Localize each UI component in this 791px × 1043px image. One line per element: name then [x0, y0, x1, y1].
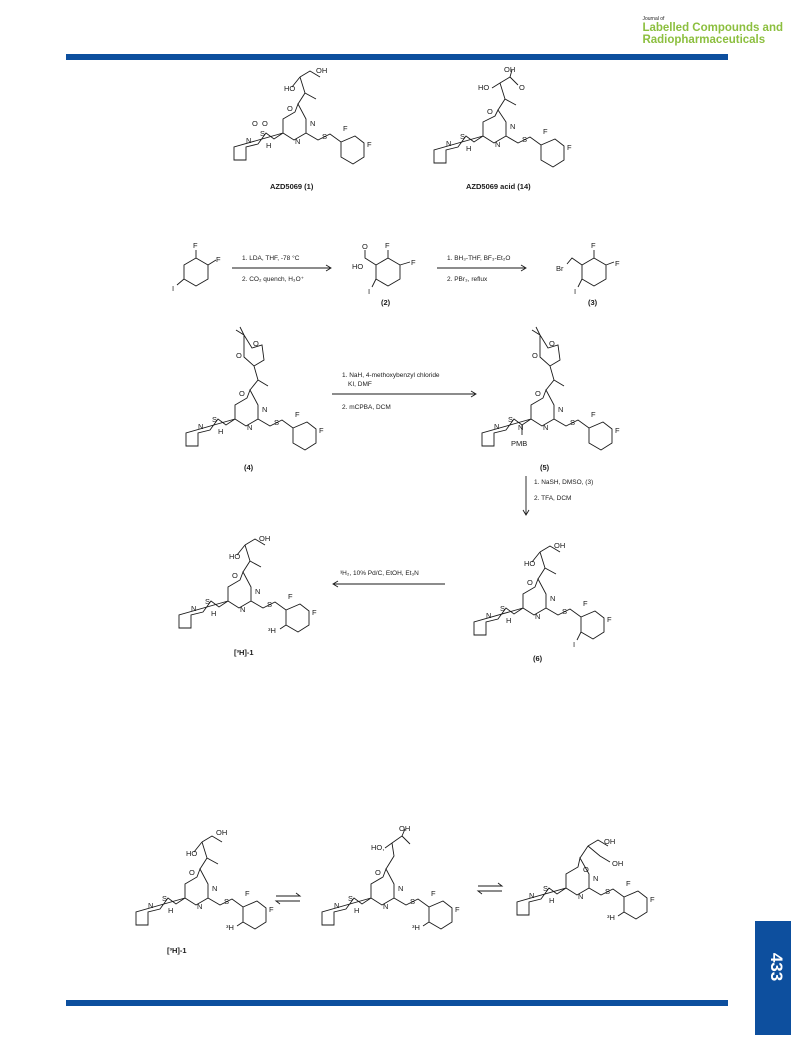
atom-label: N — [310, 119, 316, 128]
compound-label: (4) — [244, 463, 254, 472]
atom-label: N — [543, 423, 549, 432]
atom-label: N — [262, 405, 268, 414]
structure-compound-3 — [556, 241, 620, 296]
atom-label: N — [240, 605, 246, 614]
atom-label: F — [385, 241, 390, 250]
atom-label: O — [252, 119, 258, 128]
atom-label: F — [295, 410, 300, 419]
atom-label: N — [535, 612, 541, 621]
condition-text: ³H₂, 10% Pd/C, EtOH, Et₃N — [340, 570, 419, 577]
structure-azd5069-acid — [434, 65, 572, 167]
equilibrium-arrow — [276, 893, 300, 904]
atom-label: Br — [556, 264, 564, 273]
atom-label: F — [193, 241, 198, 250]
page-number: 433 — [767, 952, 786, 982]
atom-label: F — [269, 905, 274, 914]
atom-label: S — [260, 129, 266, 138]
atom-label: N — [529, 891, 535, 900]
atom-label: N — [246, 136, 252, 145]
atom-label: N — [578, 892, 584, 901]
atom-label: F — [567, 143, 572, 152]
atom-label: F — [615, 259, 620, 268]
atom-label: HO — [352, 262, 364, 271]
atom-label: O — [535, 389, 541, 398]
atom-label: S — [460, 132, 466, 141]
atom-label: N — [197, 902, 203, 911]
atom-label: I — [573, 640, 576, 649]
compound-label: (5) — [540, 463, 550, 472]
atom-label: H — [354, 906, 360, 915]
atom-label: N — [148, 901, 154, 910]
atom-label: S — [522, 135, 528, 144]
compound-label: [³H]-1 — [167, 946, 187, 955]
atom-label: F — [431, 889, 436, 898]
atom-label: O — [287, 104, 293, 113]
condition-text: 1. BH₃-THF, BF₃-Et₂O — [447, 255, 511, 262]
atom-label: HO — [186, 849, 198, 858]
structure-compound-5 — [482, 327, 620, 450]
atom-label: HO — [478, 83, 490, 92]
atom-label: O — [532, 351, 538, 360]
atom-label: S — [508, 415, 514, 424]
atom-label: ³H — [226, 923, 234, 932]
atom-label: H — [506, 616, 512, 625]
atom-label: N — [198, 422, 204, 431]
atom-label: N — [558, 405, 564, 414]
atom-label: F — [343, 124, 348, 133]
atom-label: OH — [612, 859, 624, 868]
compound-label: AZD5069 acid (14) — [466, 182, 531, 191]
atom-label: OH — [259, 534, 271, 543]
atom-label: F — [245, 889, 250, 898]
atom-label: I — [172, 284, 175, 293]
atom-label: HO — [524, 559, 536, 568]
atom-label: F — [216, 255, 221, 264]
atom-label: S — [562, 607, 568, 616]
atom-label: O — [236, 351, 242, 360]
atom-label: S — [205, 597, 211, 606]
atom-label: O — [549, 339, 555, 348]
atom-label: N — [191, 604, 197, 613]
condition-text: 2. CO₂ quench, H₃O⁺ — [242, 276, 305, 283]
atom-label: N — [494, 422, 500, 431]
atom-label: F — [543, 127, 548, 136]
structure-equilibrium-right — [517, 837, 655, 922]
atom-label: O — [527, 578, 533, 587]
atom-label: S — [605, 887, 611, 896]
atom-label: N — [486, 611, 492, 620]
atom-label: N — [212, 884, 218, 893]
atom-label: PMB — [511, 439, 528, 448]
atom-label: F — [288, 592, 293, 601]
compound-label: (3) — [588, 298, 598, 307]
atom-label: S — [267, 600, 273, 609]
atom-label: F — [367, 140, 372, 149]
atom-label: F — [591, 241, 596, 250]
atom-label: S — [543, 884, 549, 893]
atom-label: OH — [216, 828, 228, 837]
atom-label: H — [266, 141, 272, 150]
atom-label: O — [189, 868, 195, 877]
structure-tritiated-azd5069 — [179, 534, 317, 635]
atom-label: N — [550, 594, 556, 603]
atom-label: ³H — [412, 923, 420, 932]
atom-label: OH — [399, 824, 411, 833]
structure-azd5069 — [234, 66, 372, 164]
journal-title-line2: Radiopharmaceuticals — [642, 34, 766, 46]
structure-compound-4 — [186, 327, 324, 450]
atom-label: I — [574, 287, 577, 296]
journal-prefix: Journal of — [642, 16, 665, 22]
atom-label: S — [500, 604, 506, 613]
compound-label: (6) — [533, 654, 543, 663]
atom-label: S — [162, 894, 168, 903]
atom-label: HO — [284, 84, 296, 93]
condition-text: 1. LDA, THF, -78 °C — [242, 255, 300, 262]
compound-label: AZD5069 (1) — [270, 182, 314, 191]
atom-label: F — [607, 615, 612, 624]
condition-text: 2. mCPBA, DCM — [342, 404, 391, 411]
atom-label: OH — [604, 837, 616, 846]
atom-label: S — [212, 415, 218, 424]
atom-label: N — [398, 884, 404, 893]
atom-label: S — [224, 897, 230, 906]
atom-label: F — [319, 426, 324, 435]
atom-label: F — [650, 895, 655, 904]
atom-label: OH — [554, 541, 566, 550]
condition-text: 2. TFA, DCM — [534, 495, 572, 502]
atom-label: H — [549, 896, 555, 905]
atom-label: S — [322, 132, 328, 141]
structure-equilibrium-middle — [322, 824, 460, 932]
condition-text: KI, DMF — [348, 381, 372, 388]
atom-label: N — [247, 423, 253, 432]
atom-label: F — [583, 599, 588, 608]
atom-label: N — [255, 587, 261, 596]
structure-difluoroiodobenzene — [172, 241, 221, 293]
condition-text: 1. NaSH, DMSO, (3) — [534, 479, 594, 486]
atom-label: N — [295, 137, 301, 146]
structure-equilibrium-left — [136, 828, 274, 932]
atom-label: F — [455, 905, 460, 914]
atom-label: ³H — [607, 913, 615, 922]
structure-compound-6 — [474, 541, 612, 649]
atom-label: S — [410, 897, 416, 906]
atom-label: S — [274, 418, 280, 427]
condition-text: 1. NaH, 4-methoxybenzyl chloride — [342, 372, 440, 379]
atom-label: O — [253, 339, 259, 348]
atom-label: OH — [316, 66, 328, 75]
atom-label: ³H — [268, 626, 276, 635]
atom-label: N — [510, 122, 516, 131]
atom-label: F — [615, 426, 620, 435]
journal-title-line1: Labelled Compounds and — [642, 22, 783, 34]
atom-label: F — [591, 410, 596, 419]
atom-label: N — [334, 901, 340, 910]
atom-label: O — [239, 389, 245, 398]
compound-label: (2) — [381, 298, 391, 307]
atom-label: HO — [229, 552, 241, 561]
atom-label: I — [368, 287, 371, 296]
atom-label: H — [211, 609, 217, 618]
atom-label: O — [375, 868, 381, 877]
atom-label: F — [411, 258, 416, 267]
condition-text: 2. PBr₃, reflux — [447, 276, 488, 283]
atom-label: OH — [504, 65, 516, 74]
atom-label: H — [466, 144, 472, 153]
atom-label: S — [570, 418, 576, 427]
atom-label: N — [446, 139, 452, 148]
atom-label: F — [312, 608, 317, 617]
atom-label: O — [232, 571, 238, 580]
atom-label: O — [362, 242, 368, 251]
compound-label: [³H]-1 — [234, 648, 254, 657]
atom-label: S — [348, 894, 354, 903]
structure-compound-2 — [352, 241, 416, 296]
atom-label: O — [262, 119, 268, 128]
atom-label: N — [593, 874, 599, 883]
atom-label: F — [626, 879, 631, 888]
equilibrium-arrow — [478, 883, 502, 894]
atom-label: HO, — [371, 843, 385, 852]
atom-label: N — [518, 423, 524, 432]
atom-label: N — [495, 140, 501, 149]
atom-label: H — [218, 427, 224, 436]
atom-label: H — [168, 906, 174, 915]
atom-label: O — [519, 83, 525, 92]
atom-label: O — [487, 107, 493, 116]
atom-label: O — [583, 865, 589, 874]
atom-label: N — [383, 902, 389, 911]
